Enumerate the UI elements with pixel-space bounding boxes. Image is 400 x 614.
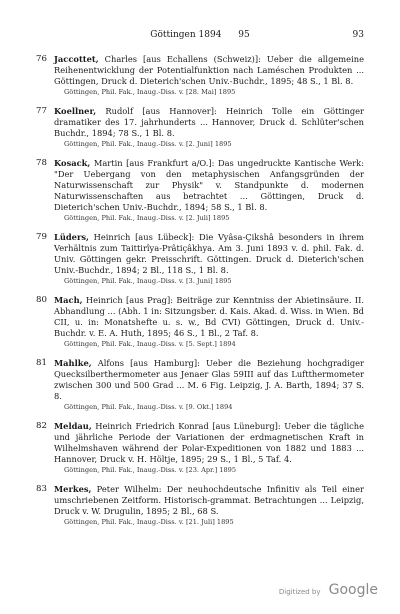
entry-author: Jaccottet, <box>54 54 99 64</box>
entry-text: Alfons [aus Hamburg]: Ueber die Beziehung hochgradiger Quecksilberthermometer aus Jenaer Glas 59III auf das Luftthermometer zwischen 300 und 500 Grad ... M. 6 Fig. Leipzig, J. A. Barth, 1894; 37 S. 8. <box>54 358 365 401</box>
list-item <box>36 295 364 349</box>
entry-text: Rudolf [aus Hannover]: Heinrich Tolle ein Göttinger dramatiker des 17. jahrhunderts ... Hannover, Druck d. Schlüter'schen Buchdr., 1894; 78 S., 1 Bl. 8. <box>54 106 365 138</box>
entry-note: Göttingen, Phil. Fak., Inaug.-Diss. v. [28. Mai] 1895 <box>64 88 236 96</box>
entry-author: Mach, <box>54 295 83 305</box>
page-number: 93 <box>352 30 364 40</box>
list-item <box>36 106 364 149</box>
list-item <box>36 421 364 475</box>
entry-text: Charles [aus Echallens (Schweiz)]: Ueber die allgemeine Reihenentwicklung der Potentialfunktion nach Laméschen Produkten ... Göttingen, Druck d. Dieterich'schen Univ.-Buchdr., 1895; 48 S., 1 Bl. 8. <box>54 54 364 86</box>
entry-text: Heinrich Friedrich Konrad [aus Lüneburg]: Ueber die tägliche und jährliche Periode der Variationen der erdmagnetischen Kraft in Wilhelmshaven während der Polar-Expeditionen von 1882 und 1883 ... Hannover, Druck v. H. Höltje, 1895; 29 S., 1 Bl., 5 Taf. 4. <box>54 421 364 464</box>
entry-body <box>54 106 364 139</box>
entry-number: 83 <box>36 484 47 494</box>
entry-body <box>54 421 364 465</box>
entry-text: Heinrich [aus Prag]: Beiträge zur Kenntniss der Abietinsäure. II. Abhandlung ... (Abh. 1 in: Sitzungsber. d. Kais. Akad. d. Wiss. in Wien. Bd CII, u. in: Monatshefte u. s. w., Bd CVI) Göttingen, Druck d. Univ.-Buchdr. v. E. A. Huth, 1895; 46 S., 1 Bl., 2 Taf. 8. <box>54 295 364 338</box>
entry-number: 78 <box>36 158 47 168</box>
entry-number: 77 <box>36 106 47 116</box>
running-head <box>36 30 364 40</box>
entry-body <box>54 232 364 276</box>
list-item <box>36 54 364 97</box>
running-title: Göttingen 1894 <box>150 30 222 40</box>
entry-body <box>54 158 364 213</box>
original-page-number: 95 <box>238 30 250 40</box>
entry-note: Göttingen, Phil. Fak., Inaug.-Diss. v. [23. Apr.] 1895 <box>64 466 237 474</box>
google-watermark <box>279 579 378 598</box>
watermark-digitized-by: Digitized by <box>278 588 321 596</box>
entry-number: 80 <box>36 295 47 305</box>
entry-number: 82 <box>36 421 47 431</box>
entry-text: Heinrich [aus Lübeck]: Die Vyâsa-Çikshâ besonders in ihrem Verhältnis zum Taittirîya-Prâtiçâkhya. Am 3. Juni 1893 v. d. phil. Fak. d. Univ. Göttingen gekr. Preisschrift. Göttingen. Druck d. Dieterich'schen Univ.-Buchdr., 1894; 2 Bl., 118 S., 1 Bl. 8. <box>54 232 364 275</box>
list-item <box>36 158 364 223</box>
entry-body <box>54 54 364 87</box>
entry-number: 76 <box>36 54 47 64</box>
google-logo: Google <box>328 582 378 598</box>
entry-text: Martin [aus Frankfurt a/O.]: Das ungedruckte Kantische Werk: "Der Uebergang von den metaphysischen Anfangsgründen der Naturwissenschaft zur Physik" v. Standpunkte d. modernen Naturwissenschaften aus betrachtet ... Göttingen, Druck d. Dieterich'schen Univ.-Buchdr., 1894; 58 S., 1 Bl. 8. <box>54 158 364 212</box>
entry-number: 81 <box>36 358 47 368</box>
entry-author: Koellner, <box>54 106 97 116</box>
entry-list <box>36 54 364 536</box>
entry-body <box>54 295 364 339</box>
entry-text: Peter Wilhelm: Der neuhochdeutsche Infinitiv als Teil einer umschriebenen Zeitform. Historisch-grammat. Betrachtungen ... Leipzig, Druck v. W. Drugulin, 1895; 2 Bl., 68 S. <box>54 484 365 516</box>
entry-author: Lüders, <box>54 232 89 242</box>
entry-body <box>54 484 364 517</box>
entry-note: Göttingen, Phil. Fak., Inaug.-Diss. v. [9. Okt.] 1894 <box>64 403 233 411</box>
entry-author: Meldau, <box>54 421 92 431</box>
entry-body <box>54 358 364 402</box>
entry-note: Göttingen, Phil. Fak., Inaug.-Diss. v. [21. Juli] 1895 <box>64 518 234 526</box>
entry-author: Merkes, <box>54 484 92 494</box>
entry-note: Göttingen, Phil. Fak., Inaug.-Diss. v. [5. Sept.] 1894 <box>64 340 236 348</box>
entry-author: Mahlke, <box>54 358 92 368</box>
entry-number: 79 <box>36 232 47 242</box>
entry-note: Göttingen, Phil. Fak., Inaug.-Diss. v. [2. Juni] 1895 <box>64 140 232 148</box>
list-item <box>36 358 364 412</box>
page-header <box>36 30 364 44</box>
entry-note: Göttingen, Phil. Fak., Inaug.-Diss. v. [2. Juli] 1895 <box>64 214 230 222</box>
entry-author: Kosack, <box>54 158 91 168</box>
entry-note: Göttingen, Phil. Fak., Inaug.-Diss. v. [3. Juni] 1895 <box>64 277 232 285</box>
list-item <box>36 232 364 286</box>
list-item <box>36 484 364 527</box>
